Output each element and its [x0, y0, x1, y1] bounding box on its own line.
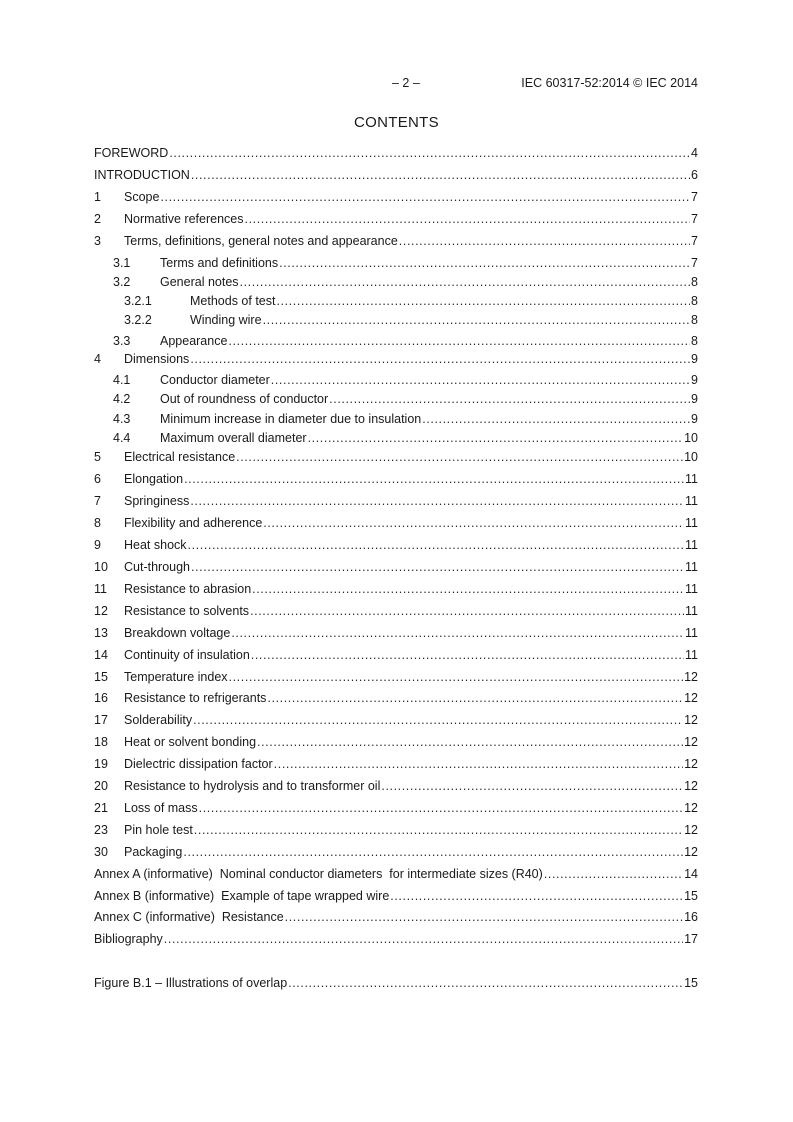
- dot-leader: [279, 255, 690, 271]
- toc-entry-number: 21: [94, 801, 108, 815]
- dot-leader: [544, 866, 683, 882]
- dot-leader: [257, 734, 683, 750]
- toc-entry-number: 3.2: [113, 275, 131, 289]
- toc-entry-leader: [160, 372, 698, 388]
- toc-entry-number: 9: [94, 538, 101, 552]
- dot-leader: [285, 909, 683, 925]
- toc-entry[interactable]: [94, 515, 698, 531]
- toc-entry-page: 12: [684, 757, 698, 771]
- document-id: IEC 60317-52:2014 © IEC 2014: [521, 76, 698, 90]
- page-number: – 2 –: [392, 76, 420, 90]
- toc-entry-number: 17: [94, 713, 108, 727]
- toc-entry-label: Packaging: [124, 845, 183, 859]
- toc-entry-page: 7: [691, 212, 698, 226]
- dot-leader: [229, 669, 684, 685]
- toc-entry-page: 9: [691, 352, 698, 366]
- toc-entry[interactable]: [94, 734, 698, 750]
- toc-entry[interactable]: [94, 778, 698, 794]
- toc-entry-number: 8: [94, 516, 101, 530]
- toc-entry[interactable]: [94, 430, 698, 446]
- dot-leader: [193, 712, 683, 728]
- toc-entry-label: Maximum overall diameter: [160, 431, 307, 445]
- toc-entry-number: 3.2.1: [124, 294, 152, 308]
- dot-leader: [183, 844, 683, 860]
- dot-leader: [184, 471, 684, 487]
- toc-entry-leader: [160, 391, 698, 407]
- toc-entry-leader: [124, 471, 698, 487]
- toc-entry-number: 4: [94, 352, 101, 366]
- toc-entry[interactable]: [94, 293, 698, 309]
- toc-entry[interactable]: [94, 333, 698, 349]
- toc-entry-label: Dielectric dissipation factor: [124, 757, 273, 771]
- toc-entry-label: Terms, definitions, general notes and appearance: [124, 234, 398, 248]
- toc-entry-label: Springiness: [124, 494, 190, 508]
- toc-entry-number: 3.2.2: [124, 313, 152, 327]
- toc-entry-label: Temperature index: [124, 670, 228, 684]
- toc-entry-number: 13: [94, 626, 108, 640]
- toc-entry-number: 15: [94, 670, 108, 684]
- dot-leader: [240, 274, 691, 290]
- toc-entry-label: Resistance to hydrolysis and to transformer oil: [124, 779, 381, 793]
- toc-entry-page: 9: [691, 373, 698, 387]
- dot-leader: [390, 888, 683, 904]
- toc-entry-leader: [94, 888, 698, 904]
- toc-entry[interactable]: [94, 669, 698, 685]
- toc-entry-number: 6: [94, 472, 101, 486]
- toc-entry-page: 9: [691, 392, 698, 406]
- toc-entry-leader: [160, 333, 698, 349]
- toc-entry-page: 12: [684, 801, 698, 815]
- dot-leader: [191, 167, 690, 183]
- toc-entry[interactable]: [94, 255, 698, 271]
- dot-leader: [329, 391, 690, 407]
- toc-entry-number: 14: [94, 648, 108, 662]
- toc-entry-label: Cut-through: [124, 560, 191, 574]
- toc-entry-leader: [124, 690, 698, 706]
- toc-entry-leader: [160, 274, 698, 290]
- toc-entry-label: Pin hole test: [124, 823, 193, 837]
- toc-entry-number: 4.2: [113, 392, 131, 406]
- toc-entry-page: 11: [685, 472, 698, 486]
- toc-entry-leader: [124, 211, 698, 227]
- toc-entry-page: 10: [684, 450, 698, 464]
- toc-entry-page: 11: [685, 604, 698, 618]
- toc-entry-page: 15: [684, 889, 698, 903]
- toc-entry[interactable]: [94, 866, 698, 882]
- toc-entry-page: 11: [685, 494, 698, 508]
- toc-entry-page: 12: [684, 713, 698, 727]
- toc-entry-label: Dimensions: [124, 352, 190, 366]
- toc-entry-leader: [160, 430, 698, 446]
- toc-entry[interactable]: [94, 690, 698, 706]
- dot-leader: [271, 372, 690, 388]
- toc-entry-number: 7: [94, 494, 101, 508]
- toc-entry[interactable]: [94, 712, 698, 728]
- toc-entry[interactable]: [94, 603, 698, 619]
- toc-entry-leader: [124, 537, 698, 553]
- toc-entry[interactable]: [94, 471, 698, 487]
- toc-entry-leader: [124, 189, 698, 205]
- toc-entry-number: 30: [94, 845, 108, 859]
- dot-leader: [252, 581, 684, 597]
- toc-entry-leader: [124, 734, 698, 750]
- dot-leader: [267, 690, 683, 706]
- dot-leader: [169, 145, 690, 161]
- toc-entry[interactable]: [94, 211, 698, 227]
- toc-entry-leader: [124, 844, 698, 860]
- toc-entry-leader: [124, 515, 698, 531]
- toc-entry[interactable]: [94, 975, 698, 991]
- toc-entry-number: 3: [94, 234, 101, 248]
- dot-leader: [231, 625, 684, 641]
- toc-entry-label: Normative references: [124, 212, 244, 226]
- toc-entry-leader: [94, 866, 698, 882]
- toc-entry-page: 16: [684, 910, 698, 924]
- dot-leader: [236, 449, 683, 465]
- toc-entry-label: Annex B (informative) Example of tape wrapped wire: [94, 889, 390, 903]
- contents-title: CONTENTS: [354, 114, 439, 131]
- toc-entry-number: 10: [94, 560, 108, 574]
- toc-entry-page: 4: [691, 146, 698, 160]
- toc-entry-page: 8: [691, 334, 698, 348]
- toc-entry-page: 8: [691, 275, 698, 289]
- dot-leader: [250, 603, 684, 619]
- toc-entry-label: Breakdown voltage: [124, 626, 231, 640]
- toc-entry-page: 6: [691, 168, 698, 182]
- toc-entry-number: 12: [94, 604, 108, 618]
- toc-entry-label: General notes: [160, 275, 239, 289]
- toc-entry-label: Annex C (informative) Resistance: [94, 910, 284, 924]
- toc-entry-number: 4.4: [113, 431, 131, 445]
- toc-entry-page: 12: [684, 670, 698, 684]
- toc-entry-leader: [124, 351, 698, 367]
- toc-entry-label: Heat shock: [124, 538, 187, 552]
- toc-entry-leader: [124, 493, 698, 509]
- toc-entry-label: Resistance to abrasion: [124, 582, 252, 596]
- toc-entry[interactable]: [94, 233, 698, 249]
- toc-entry-page: 12: [684, 845, 698, 859]
- toc-entry[interactable]: [94, 167, 698, 183]
- toc-entry[interactable]: [94, 351, 698, 367]
- toc-entry-label: Conductor diameter: [160, 373, 270, 387]
- toc-entry-leader: [190, 293, 698, 309]
- toc-entry-number: 5: [94, 450, 101, 464]
- toc-entry-number: 16: [94, 691, 108, 705]
- toc-entry[interactable]: [94, 189, 698, 205]
- toc-entry-page: 11: [685, 560, 698, 574]
- dot-leader: [199, 800, 683, 816]
- toc-entry[interactable]: [94, 625, 698, 641]
- toc-entry-label: Annex A (informative) Nominal conductor diameters for intermediate sizes (R40): [94, 867, 543, 881]
- toc-entry-label: Elongation: [124, 472, 184, 486]
- toc-entry-page: 7: [691, 234, 698, 248]
- toc-entry-leader: [124, 581, 698, 597]
- toc-entry-leader: [190, 312, 698, 328]
- toc-entry-page: 10: [684, 431, 698, 445]
- toc-entry-page: 9: [691, 412, 698, 426]
- toc-entry-number: 1: [94, 190, 101, 204]
- toc-entry-leader: [124, 603, 698, 619]
- toc-entry-page: 15: [684, 976, 698, 990]
- toc-entry-page: 8: [691, 313, 698, 327]
- toc-entry-number: 23: [94, 823, 108, 837]
- toc-entry[interactable]: [94, 647, 698, 663]
- toc-entry-label: Minimum increase in diameter due to insulation: [160, 412, 422, 426]
- toc-entry-leader: [94, 931, 698, 947]
- toc-entry-page: 12: [684, 691, 698, 705]
- toc-entry[interactable]: [94, 888, 698, 904]
- toc-entry-leader: [124, 559, 698, 575]
- toc-entry-label: Heat or solvent bonding: [124, 735, 257, 749]
- toc-entry-page: 11: [685, 626, 698, 640]
- dot-leader: [274, 756, 683, 772]
- toc-entry[interactable]: [94, 756, 698, 772]
- dot-leader: [164, 931, 683, 947]
- dot-leader: [381, 778, 683, 794]
- toc-entry-leader: [124, 756, 698, 772]
- toc-entry[interactable]: [94, 449, 698, 465]
- toc-entry-page: 8: [691, 294, 698, 308]
- toc-entry[interactable]: [94, 822, 698, 838]
- dot-leader: [276, 293, 690, 309]
- dot-leader: [245, 211, 691, 227]
- toc-entry-label: Continuity of insulation: [124, 648, 250, 662]
- dot-leader: [190, 351, 690, 367]
- toc-entry[interactable]: [94, 800, 698, 816]
- toc-entry[interactable]: [94, 411, 698, 427]
- toc-entry-page: 11: [685, 582, 698, 596]
- toc-entry-page: 11: [685, 648, 698, 662]
- toc-entry[interactable]: [94, 372, 698, 388]
- toc-entry-page: 7: [691, 256, 698, 270]
- dot-leader: [399, 233, 690, 249]
- dot-leader: [422, 411, 690, 427]
- toc-entry-number: 18: [94, 735, 108, 749]
- dot-leader: [251, 647, 684, 663]
- toc-entry-number: 11: [94, 582, 107, 596]
- dot-leader: [308, 430, 684, 446]
- toc-entry-number: 3.3: [113, 334, 131, 348]
- dot-leader: [263, 312, 690, 328]
- toc-entry-label: Solderability: [124, 713, 193, 727]
- toc-entry-label: Flexibility and adherence: [124, 516, 263, 530]
- toc-entry-leader: [124, 449, 698, 465]
- toc-entry-leader: [124, 778, 698, 794]
- toc-entry-leader: [94, 145, 698, 161]
- toc-entry-page: 12: [684, 735, 698, 749]
- toc-entry-label: Electrical resistance: [124, 450, 236, 464]
- toc-entry-label: Methods of test: [190, 294, 276, 308]
- toc-entry-leader: [124, 800, 698, 816]
- toc-entry[interactable]: [94, 931, 698, 947]
- toc-entry[interactable]: [94, 909, 698, 925]
- toc-entry-page: 11: [685, 516, 698, 530]
- toc-entry-label: Resistance to refrigerants: [124, 691, 267, 705]
- toc-entry[interactable]: [94, 559, 698, 575]
- toc-entry-number: 4.3: [113, 412, 131, 426]
- toc-entry-label: Scope: [124, 190, 160, 204]
- toc-entry-label: Winding wire: [190, 313, 262, 327]
- toc-entry-label: Loss of mass: [124, 801, 198, 815]
- toc-entry[interactable]: [94, 145, 698, 161]
- toc-entry-page: 14: [684, 867, 698, 881]
- toc-entry-leader: [124, 712, 698, 728]
- dot-leader: [288, 975, 683, 991]
- toc-entry-leader: [124, 669, 698, 685]
- dot-leader: [194, 822, 683, 838]
- toc-entry-leader: [94, 167, 698, 183]
- toc-entry-number: 2: [94, 212, 101, 226]
- toc-entry-page: 12: [684, 779, 698, 793]
- page-header: [94, 76, 698, 92]
- toc-entry-number: 19: [94, 757, 108, 771]
- toc-entry-leader: [160, 255, 698, 271]
- toc-entry[interactable]: [94, 581, 698, 597]
- toc-entry-leader: [124, 233, 698, 249]
- toc-entry-label: Terms and definitions: [160, 256, 279, 270]
- dot-leader: [160, 189, 690, 205]
- dot-leader: [190, 493, 684, 509]
- toc-entry-page: 7: [691, 190, 698, 204]
- dot-leader: [191, 559, 684, 575]
- toc-entry-number: 3.1: [113, 256, 131, 270]
- toc-entry-label: Bibliography: [94, 932, 163, 946]
- toc-entry-label: Resistance to solvents: [124, 604, 250, 618]
- toc-entry-leader: [124, 647, 698, 663]
- toc-entry-number: 4.1: [113, 373, 131, 387]
- toc-entry-leader: [160, 411, 698, 427]
- toc-entry-page: 17: [684, 932, 698, 946]
- toc-entry[interactable]: [94, 537, 698, 553]
- toc-entry-number: 20: [94, 779, 108, 793]
- toc-entry[interactable]: [94, 391, 698, 407]
- toc-entry-label: Appearance: [160, 334, 228, 348]
- toc-entry-page: 11: [685, 538, 698, 552]
- dot-leader: [228, 333, 690, 349]
- toc-entry-label: Figure B.1 – Illustrations of overlap: [94, 976, 288, 990]
- toc-entry[interactable]: [94, 312, 698, 328]
- toc-entry[interactable]: [94, 493, 698, 509]
- dot-leader: [263, 515, 684, 531]
- toc-entry[interactable]: [94, 844, 698, 860]
- toc-entry-leader: [124, 822, 698, 838]
- toc-entry[interactable]: [94, 274, 698, 290]
- toc-entry-leader: [124, 625, 698, 641]
- toc-entry-leader: [94, 909, 698, 925]
- toc-entry-label: FOREWORD: [94, 146, 169, 160]
- toc-entry-label: INTRODUCTION: [94, 168, 190, 182]
- dot-leader: [188, 537, 684, 553]
- toc-entry-page: 12: [684, 823, 698, 837]
- toc-entry-label: Out of roundness of conductor: [160, 392, 329, 406]
- toc-entry-leader: [94, 975, 698, 991]
